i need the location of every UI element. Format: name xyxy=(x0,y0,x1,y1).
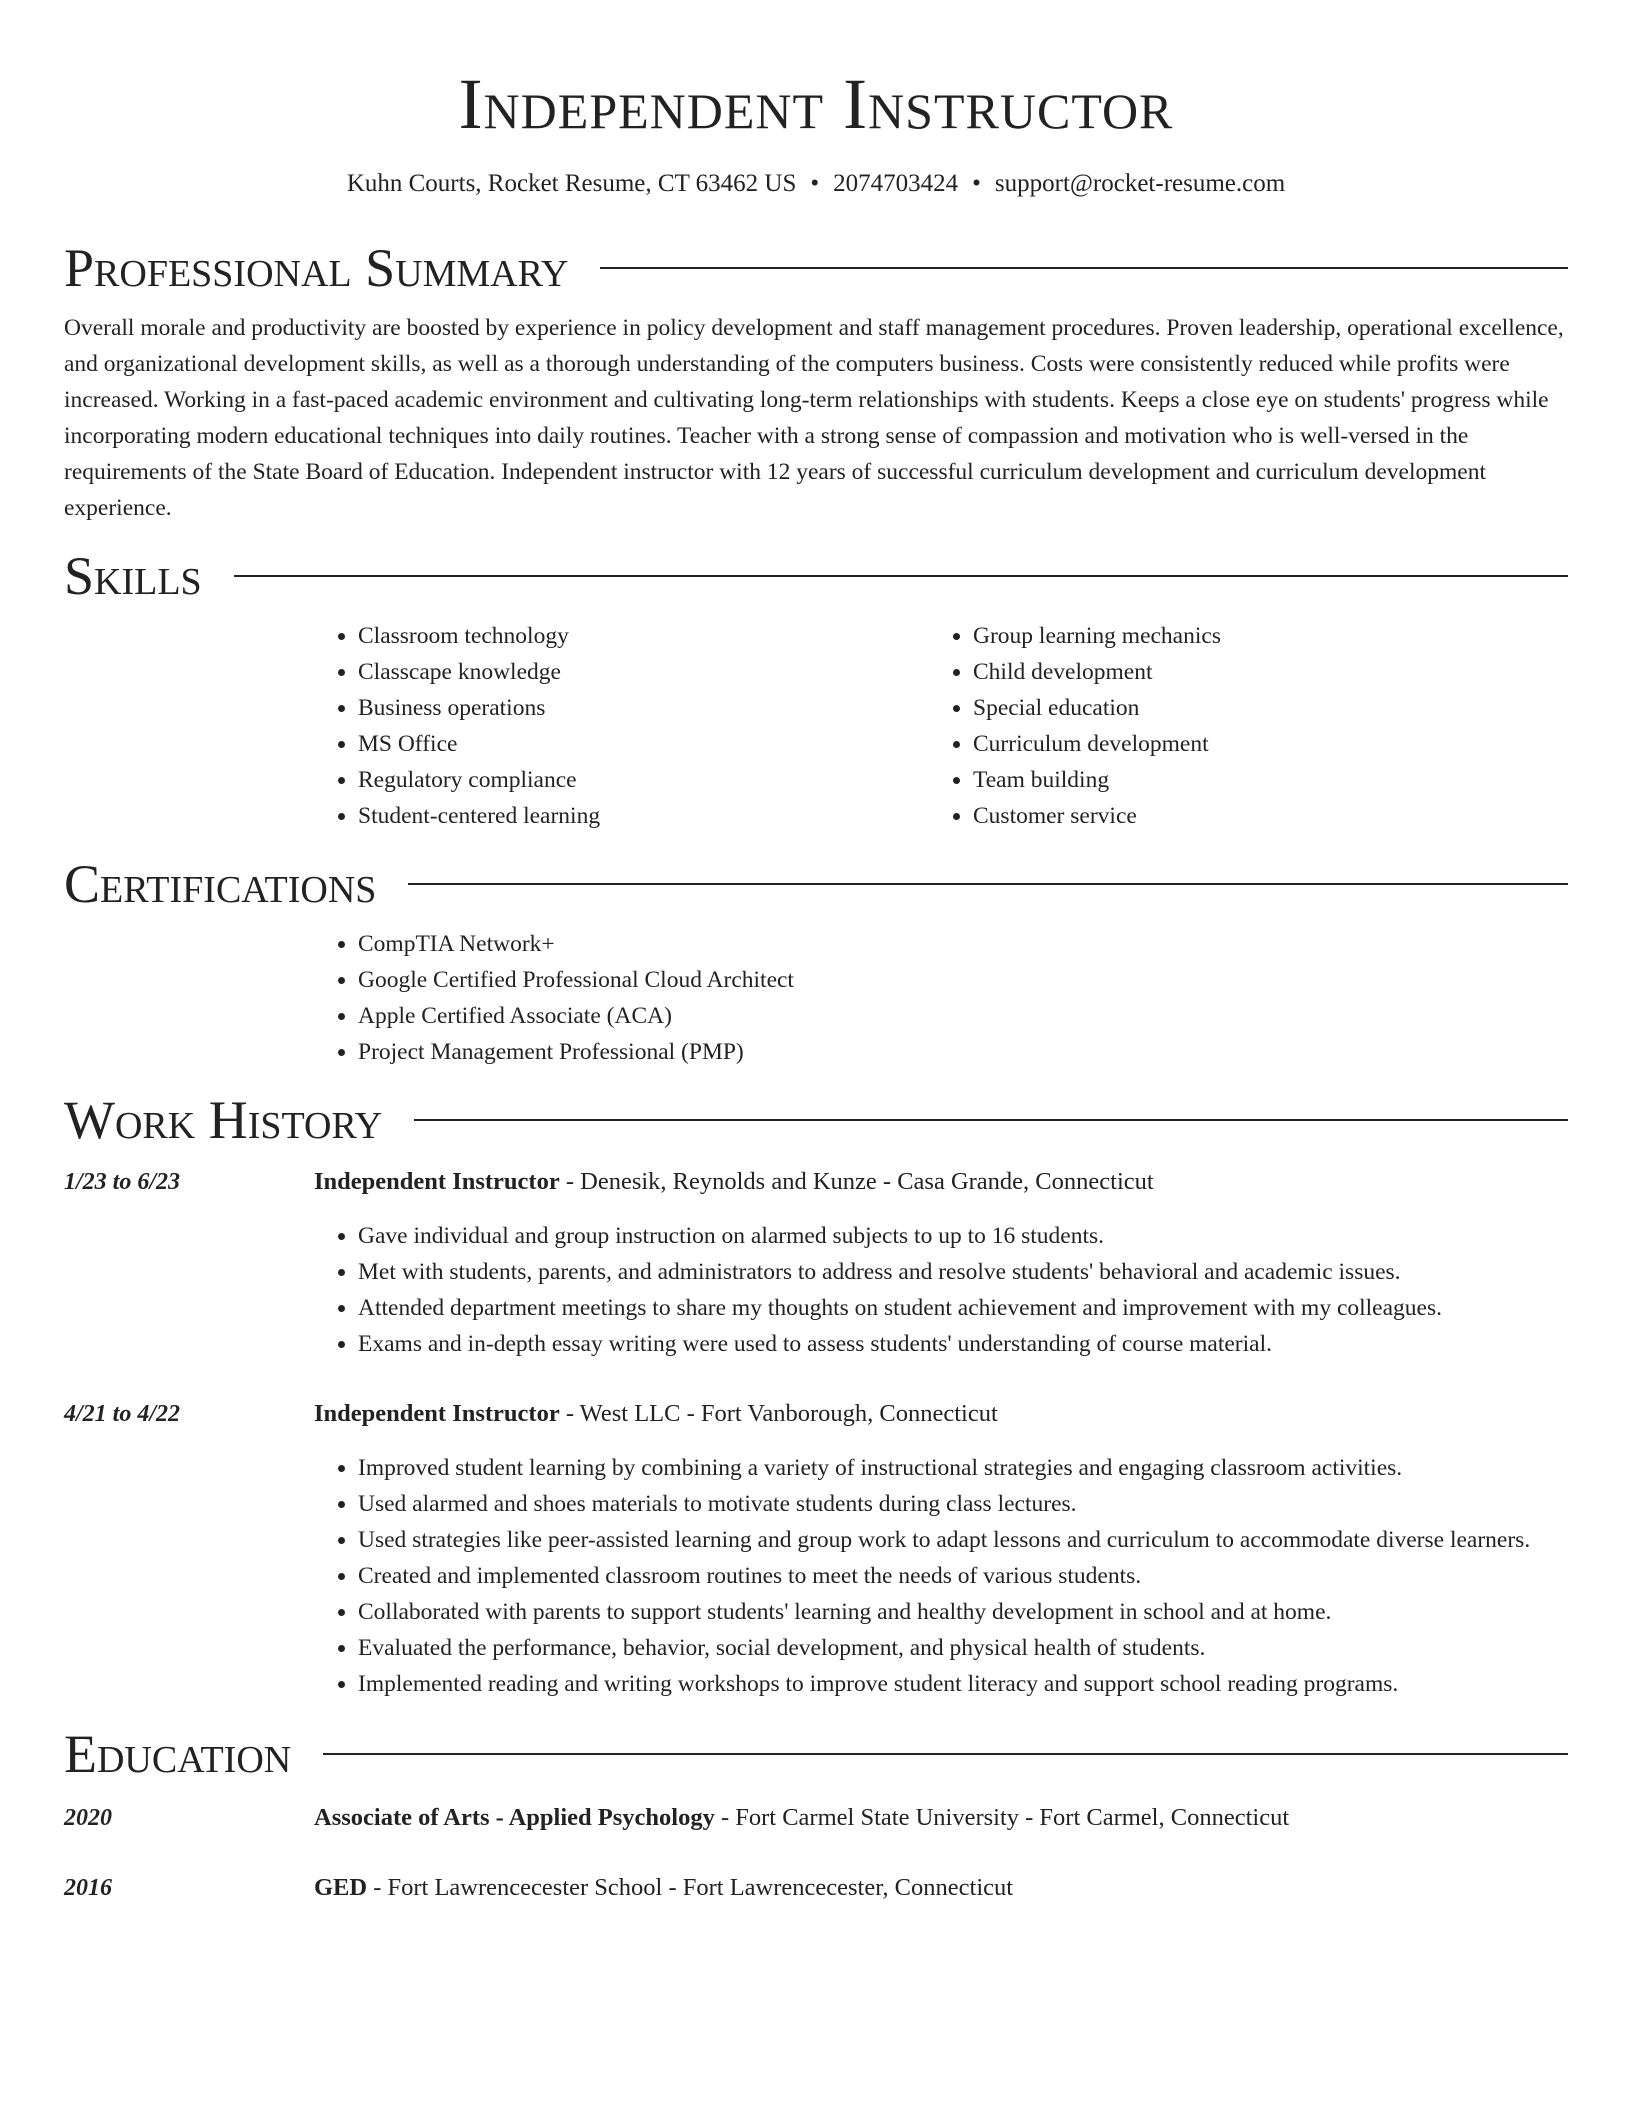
education-entry xyxy=(64,1800,1568,1836)
certification-item: • CompTIA Network+ xyxy=(358,926,1568,962)
job-bullet: • Attended department meetings to share my thoughts on student achievement and improvement with my colleagues. xyxy=(358,1290,1568,1326)
job-title-line xyxy=(314,1396,998,1432)
section-divider xyxy=(323,1753,1568,1755)
contact-separator: • xyxy=(972,170,981,197)
skill-item: • Student-centered learning xyxy=(358,798,929,834)
section-divider xyxy=(600,267,1568,269)
skill-item: • Business operations xyxy=(358,690,929,726)
skill-item: • Classroom technology xyxy=(358,618,929,654)
education-line xyxy=(314,1800,1289,1836)
skill-item: • Classcape knowledge xyxy=(358,654,929,690)
skills-column-left xyxy=(314,618,929,834)
job-employer: - West LLC - Fort Vanborough, Connecticut xyxy=(559,1400,998,1427)
summary-section-title: Professional Summary xyxy=(64,238,569,298)
education-degree: Associate of Arts - Applied Psychology xyxy=(314,1804,715,1831)
skills-section-title: Skills xyxy=(64,546,202,606)
job-header xyxy=(64,1164,1568,1200)
skill-item: • Child development xyxy=(973,654,1544,690)
contact-phone: 2074703424 xyxy=(833,170,959,197)
skill-item: • Curriculum development xyxy=(973,726,1544,762)
skill-item: • Special education xyxy=(973,690,1544,726)
certifications-section-title: Certifications xyxy=(64,854,377,914)
job-bullet: • Improved student learning by combining a variety of instructional strategies and engaging classroom activities. xyxy=(358,1450,1568,1486)
education-school: - Fort Lawrencecester School - Fort Lawrencecester, Connecticut xyxy=(367,1874,1014,1901)
skills-grid xyxy=(314,618,1568,834)
section-divider xyxy=(414,1119,1568,1121)
education-degree: GED xyxy=(314,1874,368,1901)
education-year: 2016 xyxy=(64,1875,112,1901)
job-title-line xyxy=(314,1164,1154,1200)
skill-item: • Group learning mechanics xyxy=(973,618,1544,654)
job-position: Independent Instructor xyxy=(314,1168,560,1195)
job-entry xyxy=(64,1396,1568,1702)
skill-item: • Regulatory compliance xyxy=(358,762,929,798)
education-line xyxy=(314,1870,1013,1906)
section-divider xyxy=(408,883,1568,885)
certifications-list xyxy=(314,926,1568,1070)
job-bullet: • Implemented reading and writing workshops to improve student literacy and support school reading programs. xyxy=(358,1666,1568,1702)
job-bullet: • Evaluated the performance, behavior, social development, and physical health of students. xyxy=(358,1630,1568,1666)
skill-item: • Customer service xyxy=(973,798,1544,834)
summary-section-header xyxy=(64,236,1568,300)
education-section-header xyxy=(64,1722,1568,1786)
job-bullet: • Met with students, parents, and administrators to address and resolve students' behavioral and academic issues. xyxy=(358,1254,1568,1290)
job-employer: - Denesik, Reynolds and Kunze - Casa Grande, Connecticut xyxy=(559,1168,1154,1195)
section-divider xyxy=(234,575,1568,577)
education-school: - Fort Carmel State University - Fort Carmel, Connecticut xyxy=(714,1804,1290,1831)
job-position: Independent Instructor xyxy=(314,1400,560,1427)
education-year: 2020 xyxy=(64,1805,112,1831)
job-bullets-block xyxy=(314,1218,1568,1362)
job-header xyxy=(64,1396,1568,1432)
contact-address: Kuhn Courts, Rocket Resume, CT 63462 US xyxy=(346,170,797,197)
certification-item: • Apple Certified Associate (ACA) xyxy=(358,998,1568,1034)
education-section-title: Education xyxy=(64,1724,292,1784)
job-bullets-block xyxy=(314,1450,1568,1702)
education-entry xyxy=(64,1870,1568,1906)
job-bullet: • Used strategies like peer-assisted learning and group work to adapt lessons and curriculum to accommodate diverse learners. xyxy=(358,1522,1568,1558)
skills-list-right xyxy=(929,618,1544,834)
job-bullet: • Gave individual and group instruction on alarmed subjects to up to 16 students. xyxy=(358,1218,1568,1254)
work-section-title: Work History xyxy=(64,1090,383,1150)
summary-text: Overall morale and productivity are boosted by experience in policy development and staff management procedures. Proven leadership, operational excellence, and organizational development skills, as well as a thorough understanding of the computers business. Costs were consistently reduced while profits were increased. Working in a fast-paced academic environment and cultivating long-term relationships with students. Keeps a close eye on students' progress while incorporating modern educational techniques into daily routines. Teacher with a strong sense of compassion and motivation who is well-versed in the requirements of the State Board of Education. Independent instructor with 12 years of successful curriculum development and curriculum development experience. xyxy=(64,315,1564,521)
job-bullet: • Used alarmed and shoes materials to motivate students during class lectures. xyxy=(358,1486,1568,1522)
skills-section-header xyxy=(64,544,1568,608)
job-entry xyxy=(64,1164,1568,1362)
job-bullet: • Exams and in-depth essay writing were used to assess students' understanding of course material. xyxy=(358,1326,1568,1362)
job-bullet-list xyxy=(314,1450,1568,1702)
skills-list-left xyxy=(314,618,929,834)
skills-column-right xyxy=(929,618,1544,834)
job-bullet: • Collaborated with parents to support students' learning and healthy development in school and at home. xyxy=(358,1594,1568,1630)
job-bullet-list xyxy=(314,1218,1568,1362)
contact-email: support@rocket-resume.com xyxy=(994,170,1286,197)
skill-item: • MS Office xyxy=(358,726,929,762)
contact-line xyxy=(64,168,1568,200)
certifications-section-header xyxy=(64,852,1568,916)
contact-separator: • xyxy=(810,170,820,197)
work-section-header xyxy=(64,1088,1568,1152)
resume-name: Independent Instructor xyxy=(458,64,1174,144)
job-dates: 4/21 to 4/22 xyxy=(64,1401,181,1427)
certification-item: • Google Certified Professional Cloud Architect xyxy=(358,962,1568,998)
job-bullet: • Created and implemented classroom routines to meet the needs of various students. xyxy=(358,1558,1568,1594)
certifications-block xyxy=(314,926,1568,1070)
job-dates: 1/23 to 6/23 xyxy=(64,1169,181,1195)
skill-item: • Team building xyxy=(973,762,1544,798)
certification-item: • Project Management Professional (PMP) xyxy=(358,1034,1568,1070)
